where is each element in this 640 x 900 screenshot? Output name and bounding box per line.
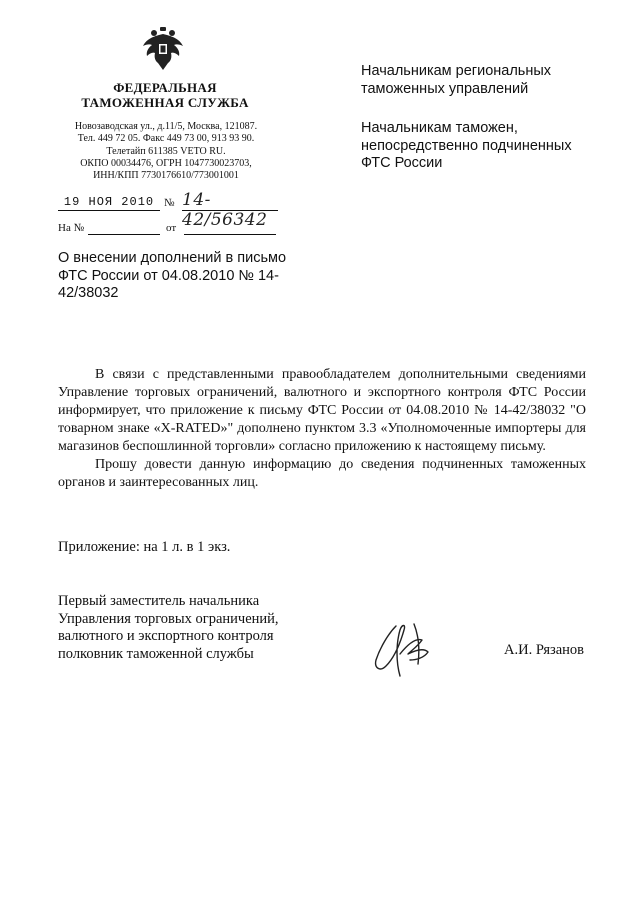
letter-subject: О внесении дополнений в письмо ФТС России от 04.08.2010 № 14-42/38032 [58, 250, 287, 301]
addressee-customs-heads: Начальникам таможен, непосредственно подчиненных ФТС России [361, 120, 572, 171]
organization-name: ФЕДЕРАЛЬНАЯ ТАМОЖЕННАЯ СЛУЖБА [81, 80, 249, 110]
coat-of-arms-emblem [141, 26, 185, 72]
address-line: Телетайп 611385 VETO RU. [106, 145, 226, 157]
attachment-note: Приложение: на 1 л. в 1 экз. [58, 539, 231, 555]
signer-title-line: валютного и экспортного контроля [58, 628, 274, 644]
signer-title-line: полковник таможенной службы [58, 645, 254, 662]
signer-title-line: Первый заместитель начальника [58, 593, 260, 609]
reference-date-blank [184, 234, 276, 235]
body-paragraph: Прошу довести данную информацию до сведения подчиненных таможенных органов и заинтересованных лиц. [58, 457, 586, 490]
signer-title [58, 593, 318, 663]
address-line: Тел. 449 72 05. Факс 449 73 00, 913 93 90. [77, 133, 255, 145]
registration-number: 14-42/56342 [182, 190, 278, 211]
registration-number-label: № [164, 197, 175, 209]
address-line: Новозаводская ул., д.11/5, Москва, 121087. [74, 121, 258, 132]
address-line: ИНН/КПП 7730176610/773001001 [93, 170, 239, 182]
addressee-regional-offices: Начальникам региональных таможенных управлений [361, 63, 552, 97]
reference-number-label: На № [58, 222, 85, 234]
signer-name: А.И. Рязанов [504, 642, 585, 658]
handwritten-signature [366, 614, 448, 686]
letter-body [58, 366, 586, 492]
signer-title-line: Управления торговых ограничений, [58, 610, 279, 627]
reference-number-blank [88, 234, 160, 235]
organization-address [58, 121, 274, 182]
registration-date-stamp: 19 НОЯ 2010 [58, 194, 160, 211]
reference-from-label: от [166, 222, 177, 234]
body-paragraph: В связи с представленными правообладателем дополнительными сведениями Управление торговых ограничений, валютного и экспортного контроля ФТС России информирует, что приложение к письму ФТС России от 04.08.2010 № 14-42/38032 "О товарном знаке «X-RATED»" дополнено пунктом 3.3 «Уполномоченные импортеры для магазинов беспошлинной торговли» согласно приложению к настоящему письму. [58, 367, 586, 454]
address-line: ОКПО 00034476, ОГРН 1047730023703, [80, 157, 252, 169]
